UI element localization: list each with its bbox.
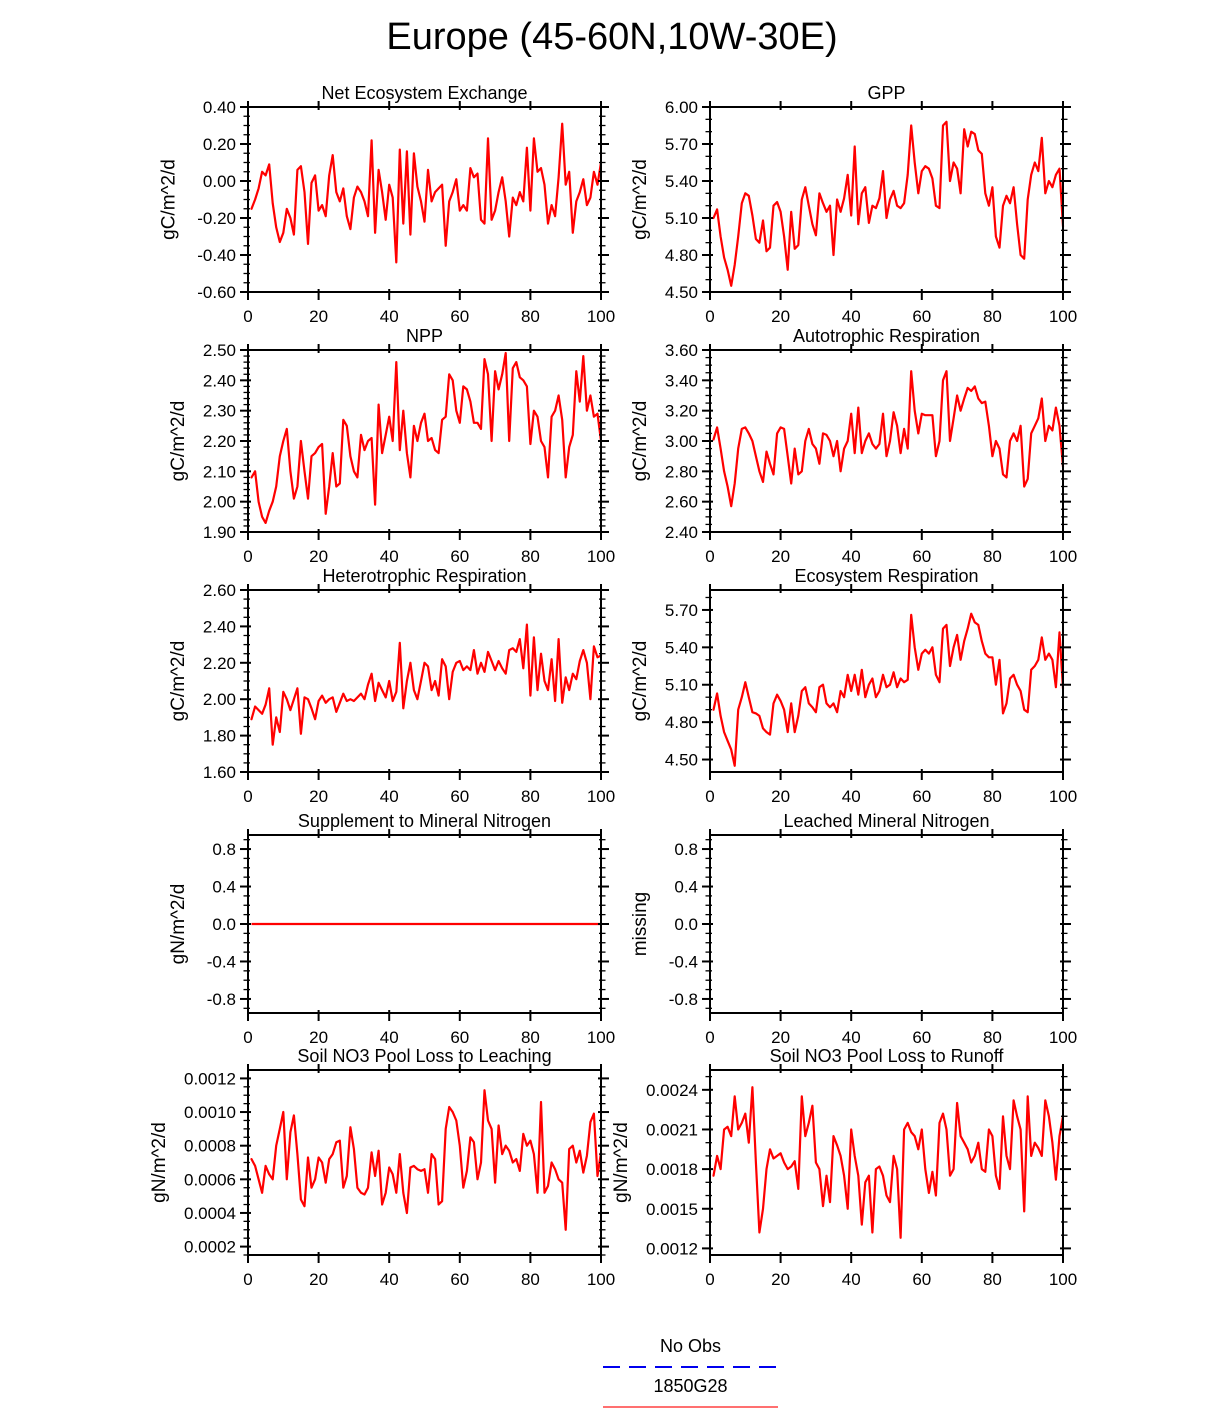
- y-tick-label: 0.0: [674, 915, 698, 934]
- y-tick-label: 2.20: [202, 653, 236, 673]
- plot-frame: [248, 1070, 601, 1255]
- x-tick-label: 80: [520, 307, 540, 326]
- y-tick-label: 2.40: [202, 617, 236, 637]
- page-title: Europe (45-60N,10W-30E): [386, 16, 838, 58]
- y-tick-label: 2.60: [202, 581, 236, 600]
- y-tick-label: 0.0006: [184, 1170, 236, 1190]
- plot-frame: [710, 835, 1063, 1013]
- x-tick-label: 60: [912, 787, 932, 806]
- y-tick-label: -0.60: [197, 283, 236, 302]
- x-tick-label: 20: [309, 547, 329, 566]
- x-tick-label: 40: [841, 787, 861, 806]
- series-line-npp: [252, 353, 602, 523]
- y-tick-label: 6.00: [664, 98, 698, 117]
- y-tick-label: 2.40: [202, 371, 236, 391]
- y-tick-label: -0.4: [668, 952, 698, 972]
- x-tick-label: 20: [771, 547, 791, 566]
- y-tick-label: 2.00: [202, 690, 236, 710]
- x-tick-label: 60: [450, 1270, 470, 1289]
- y-tick-label: 3.00: [664, 432, 698, 451]
- x-tick-label: 0: [243, 1028, 253, 1047]
- y-tick-label: 0.0004: [184, 1203, 236, 1223]
- x-tick-label: 40: [379, 547, 399, 566]
- y-axis-label: missing: [630, 891, 651, 957]
- y-axis-label: gN/m^2/d: [168, 883, 189, 965]
- y-tick-label: 2.20: [202, 432, 236, 451]
- panel-title: Soil NO3 Pool Loss to Leaching: [297, 1046, 552, 1066]
- y-tick-label: 5.40: [664, 638, 698, 658]
- x-tick-label: 40: [841, 547, 861, 566]
- panel-supplement-to-mineral-nitrogen: [168, 811, 615, 1047]
- panel-net-ecosystem-exchange: [159, 83, 616, 326]
- y-axis-label: gC/m^2/d: [158, 159, 180, 240]
- x-tick-label: 20: [771, 1270, 791, 1289]
- y-axis-label: gC/m^2/d: [630, 400, 651, 482]
- y-axis-label: gC/m^2/d: [630, 159, 651, 240]
- legend-label-no-obs: No Obs: [659, 1336, 722, 1356]
- y-tick-label: 0.0010: [184, 1103, 236, 1123]
- x-tick-label: 40: [841, 1028, 861, 1047]
- y-tick-label: 0.8: [674, 840, 698, 860]
- x-tick-label: 0: [705, 307, 715, 326]
- panel-heterotrophic-respiration: [168, 566, 615, 806]
- x-tick-label: 60: [450, 307, 470, 326]
- x-tick-label: 80: [982, 787, 1002, 806]
- x-tick-label: 0: [705, 1270, 715, 1289]
- x-tick-label: 60: [912, 547, 932, 566]
- x-tick-label: 20: [309, 307, 329, 326]
- panel-title: NPP: [405, 326, 444, 346]
- panel-title: Soil NO3 Pool Loss to Runoff: [769, 1046, 1004, 1066]
- x-tick-label: 80: [520, 547, 540, 566]
- y-tick-label: 3.40: [664, 371, 698, 391]
- x-tick-label: 60: [912, 307, 932, 326]
- x-tick-label: 0: [243, 547, 253, 566]
- y-tick-label: -0.8: [206, 989, 236, 1009]
- x-tick-label: 100: [1048, 787, 1078, 806]
- y-tick-label: 0.0012: [184, 1069, 236, 1089]
- y-tick-label: 4.50: [664, 750, 698, 770]
- x-tick-label: 40: [379, 787, 399, 806]
- x-tick-label: 100: [1048, 1028, 1078, 1047]
- y-tick-label: 0.0015: [646, 1199, 698, 1219]
- x-tick-label: 80: [520, 1270, 540, 1289]
- y-tick-label: 5.10: [664, 675, 698, 695]
- y-tick-label: 2.10: [202, 462, 236, 482]
- x-tick-label: 0: [243, 787, 253, 806]
- x-tick-label: 40: [379, 307, 399, 326]
- panel-title: Autotrophic Respiration: [792, 326, 981, 346]
- panel-title: Heterotrophic Respiration: [322, 566, 527, 586]
- y-tick-label: 5.40: [664, 172, 698, 191]
- panel-title: GPP: [867, 83, 906, 103]
- panel-title: Ecosystem Respiration: [794, 566, 979, 586]
- x-tick-label: 100: [586, 787, 616, 806]
- x-tick-label: 100: [586, 1270, 616, 1289]
- legend-label-1850g28: 1850G28: [653, 1376, 728, 1396]
- x-tick-label: 40: [379, 1270, 399, 1289]
- x-tick-label: 40: [841, 1270, 861, 1289]
- panel-gpp: [630, 83, 1077, 326]
- x-tick-label: 0: [705, 1028, 715, 1047]
- y-tick-label: -0.8: [668, 989, 698, 1009]
- x-tick-label: 20: [771, 787, 791, 806]
- x-tick-label: 60: [912, 1270, 932, 1289]
- y-tick-label: 1.80: [202, 726, 236, 746]
- x-tick-label: 20: [309, 1270, 329, 1289]
- y-axis-label: gN/m^2/d: [611, 1122, 632, 1203]
- y-tick-label: 5.70: [664, 135, 698, 154]
- y-tick-label: 0.0018: [646, 1160, 698, 1180]
- panel-npp: [168, 326, 615, 566]
- panel-soil-no3-pool-loss-to-runoff: [611, 1046, 1077, 1289]
- y-axis-label: gC/m^2/d: [630, 640, 651, 722]
- x-tick-label: 100: [586, 307, 616, 326]
- y-tick-label: 2.60: [664, 492, 698, 512]
- x-tick-label: 20: [309, 787, 329, 806]
- x-tick-label: 20: [771, 307, 791, 326]
- x-tick-label: 20: [309, 1028, 329, 1047]
- series-line-net-ecosystem-exchange: [252, 124, 602, 263]
- x-tick-label: 80: [982, 1028, 1002, 1047]
- series-line-autotrophic-respiration: [714, 371, 1064, 506]
- plot-frame: [248, 107, 601, 292]
- y-tick-label: 0.0: [212, 915, 236, 934]
- series-line-gpp: [714, 122, 1064, 286]
- x-tick-label: 100: [1048, 547, 1078, 566]
- y-tick-label: 0.0012: [646, 1239, 698, 1259]
- x-tick-label: 0: [243, 1270, 253, 1289]
- panel-soil-no3-pool-loss-to-leaching: [149, 1046, 615, 1289]
- y-tick-label: 0.4: [674, 877, 698, 897]
- legend-line-1850g28: [603, 1404, 778, 1410]
- panel-title: Leached Mineral Nitrogen: [783, 811, 990, 831]
- x-tick-label: 0: [243, 307, 253, 326]
- x-tick-label: 100: [1048, 307, 1078, 326]
- y-tick-label: 3.20: [664, 401, 698, 421]
- x-tick-label: 60: [450, 547, 470, 566]
- panel-autotrophic-respiration: [630, 326, 1077, 566]
- y-tick-label: 1.90: [202, 523, 236, 542]
- panel-title: Net Ecosystem Exchange: [321, 83, 528, 103]
- y-tick-label: 2.50: [202, 341, 236, 360]
- y-tick-label: 0.0002: [184, 1237, 236, 1257]
- y-tick-label: 2.00: [202, 492, 236, 512]
- y-tick-label: 0.40: [202, 98, 236, 117]
- x-tick-label: 80: [520, 1028, 540, 1047]
- y-tick-label: 0.00: [202, 172, 236, 191]
- y-tick-label: 4.50: [664, 283, 698, 302]
- y-tick-label: 3.60: [664, 341, 698, 360]
- x-tick-label: 80: [982, 307, 1002, 326]
- y-axis-label: gC/m^2/d: [168, 400, 189, 482]
- x-tick-label: 40: [841, 307, 861, 326]
- y-tick-label: 0.0024: [646, 1080, 698, 1100]
- y-tick-label: -0.20: [197, 209, 236, 228]
- panel-title: Supplement to Mineral Nitrogen: [297, 811, 552, 831]
- x-tick-label: 20: [771, 1028, 791, 1047]
- y-tick-label: 5.70: [664, 600, 698, 620]
- panel-ecosystem-respiration: [630, 566, 1077, 806]
- y-tick-label: 2.80: [664, 462, 698, 482]
- y-tick-label: 0.8: [212, 840, 236, 860]
- x-tick-label: 100: [1048, 1270, 1078, 1289]
- y-axis-label: gN/m^2/d: [149, 1122, 170, 1203]
- series-line-heterotrophic-respiration: [252, 625, 602, 745]
- y-tick-label: 0.4: [212, 877, 236, 897]
- x-tick-label: 80: [982, 547, 1002, 566]
- x-tick-label: 0: [705, 787, 715, 806]
- y-tick-label: -0.40: [197, 246, 236, 265]
- series-line-soil-no3-pool-loss-to-runoff: [714, 1087, 1064, 1238]
- y-axis-label: gC/m^2/d: [168, 640, 189, 722]
- x-tick-label: 60: [450, 1028, 470, 1047]
- x-tick-label: 80: [982, 1270, 1002, 1289]
- x-tick-label: 60: [912, 1028, 932, 1047]
- panel-leached-mineral-nitrogen: [630, 811, 1077, 1047]
- y-tick-label: 0.0021: [646, 1120, 698, 1140]
- y-tick-label: 4.80: [664, 713, 698, 733]
- y-tick-label: 2.30: [202, 401, 236, 421]
- x-tick-label: 100: [586, 547, 616, 566]
- y-tick-label: 4.80: [664, 246, 698, 265]
- y-tick-label: 5.10: [664, 209, 698, 228]
- y-tick-label: 2.40: [664, 523, 698, 542]
- x-tick-label: 80: [520, 787, 540, 806]
- y-tick-label: 0.20: [202, 135, 236, 154]
- x-tick-label: 0: [705, 547, 715, 566]
- legend-line-no-obs: [603, 1364, 778, 1370]
- x-tick-label: 60: [450, 787, 470, 806]
- legend: [603, 1336, 778, 1411]
- x-tick-label: 100: [586, 1028, 616, 1047]
- y-tick-label: 0.0008: [184, 1136, 236, 1156]
- series-line-ecosystem-respiration: [714, 614, 1064, 766]
- series-line-soil-no3-pool-loss-to-leaching: [252, 1090, 602, 1230]
- y-tick-label: -0.4: [206, 952, 236, 972]
- y-tick-label: 1.60: [202, 763, 236, 782]
- x-tick-label: 40: [379, 1028, 399, 1047]
